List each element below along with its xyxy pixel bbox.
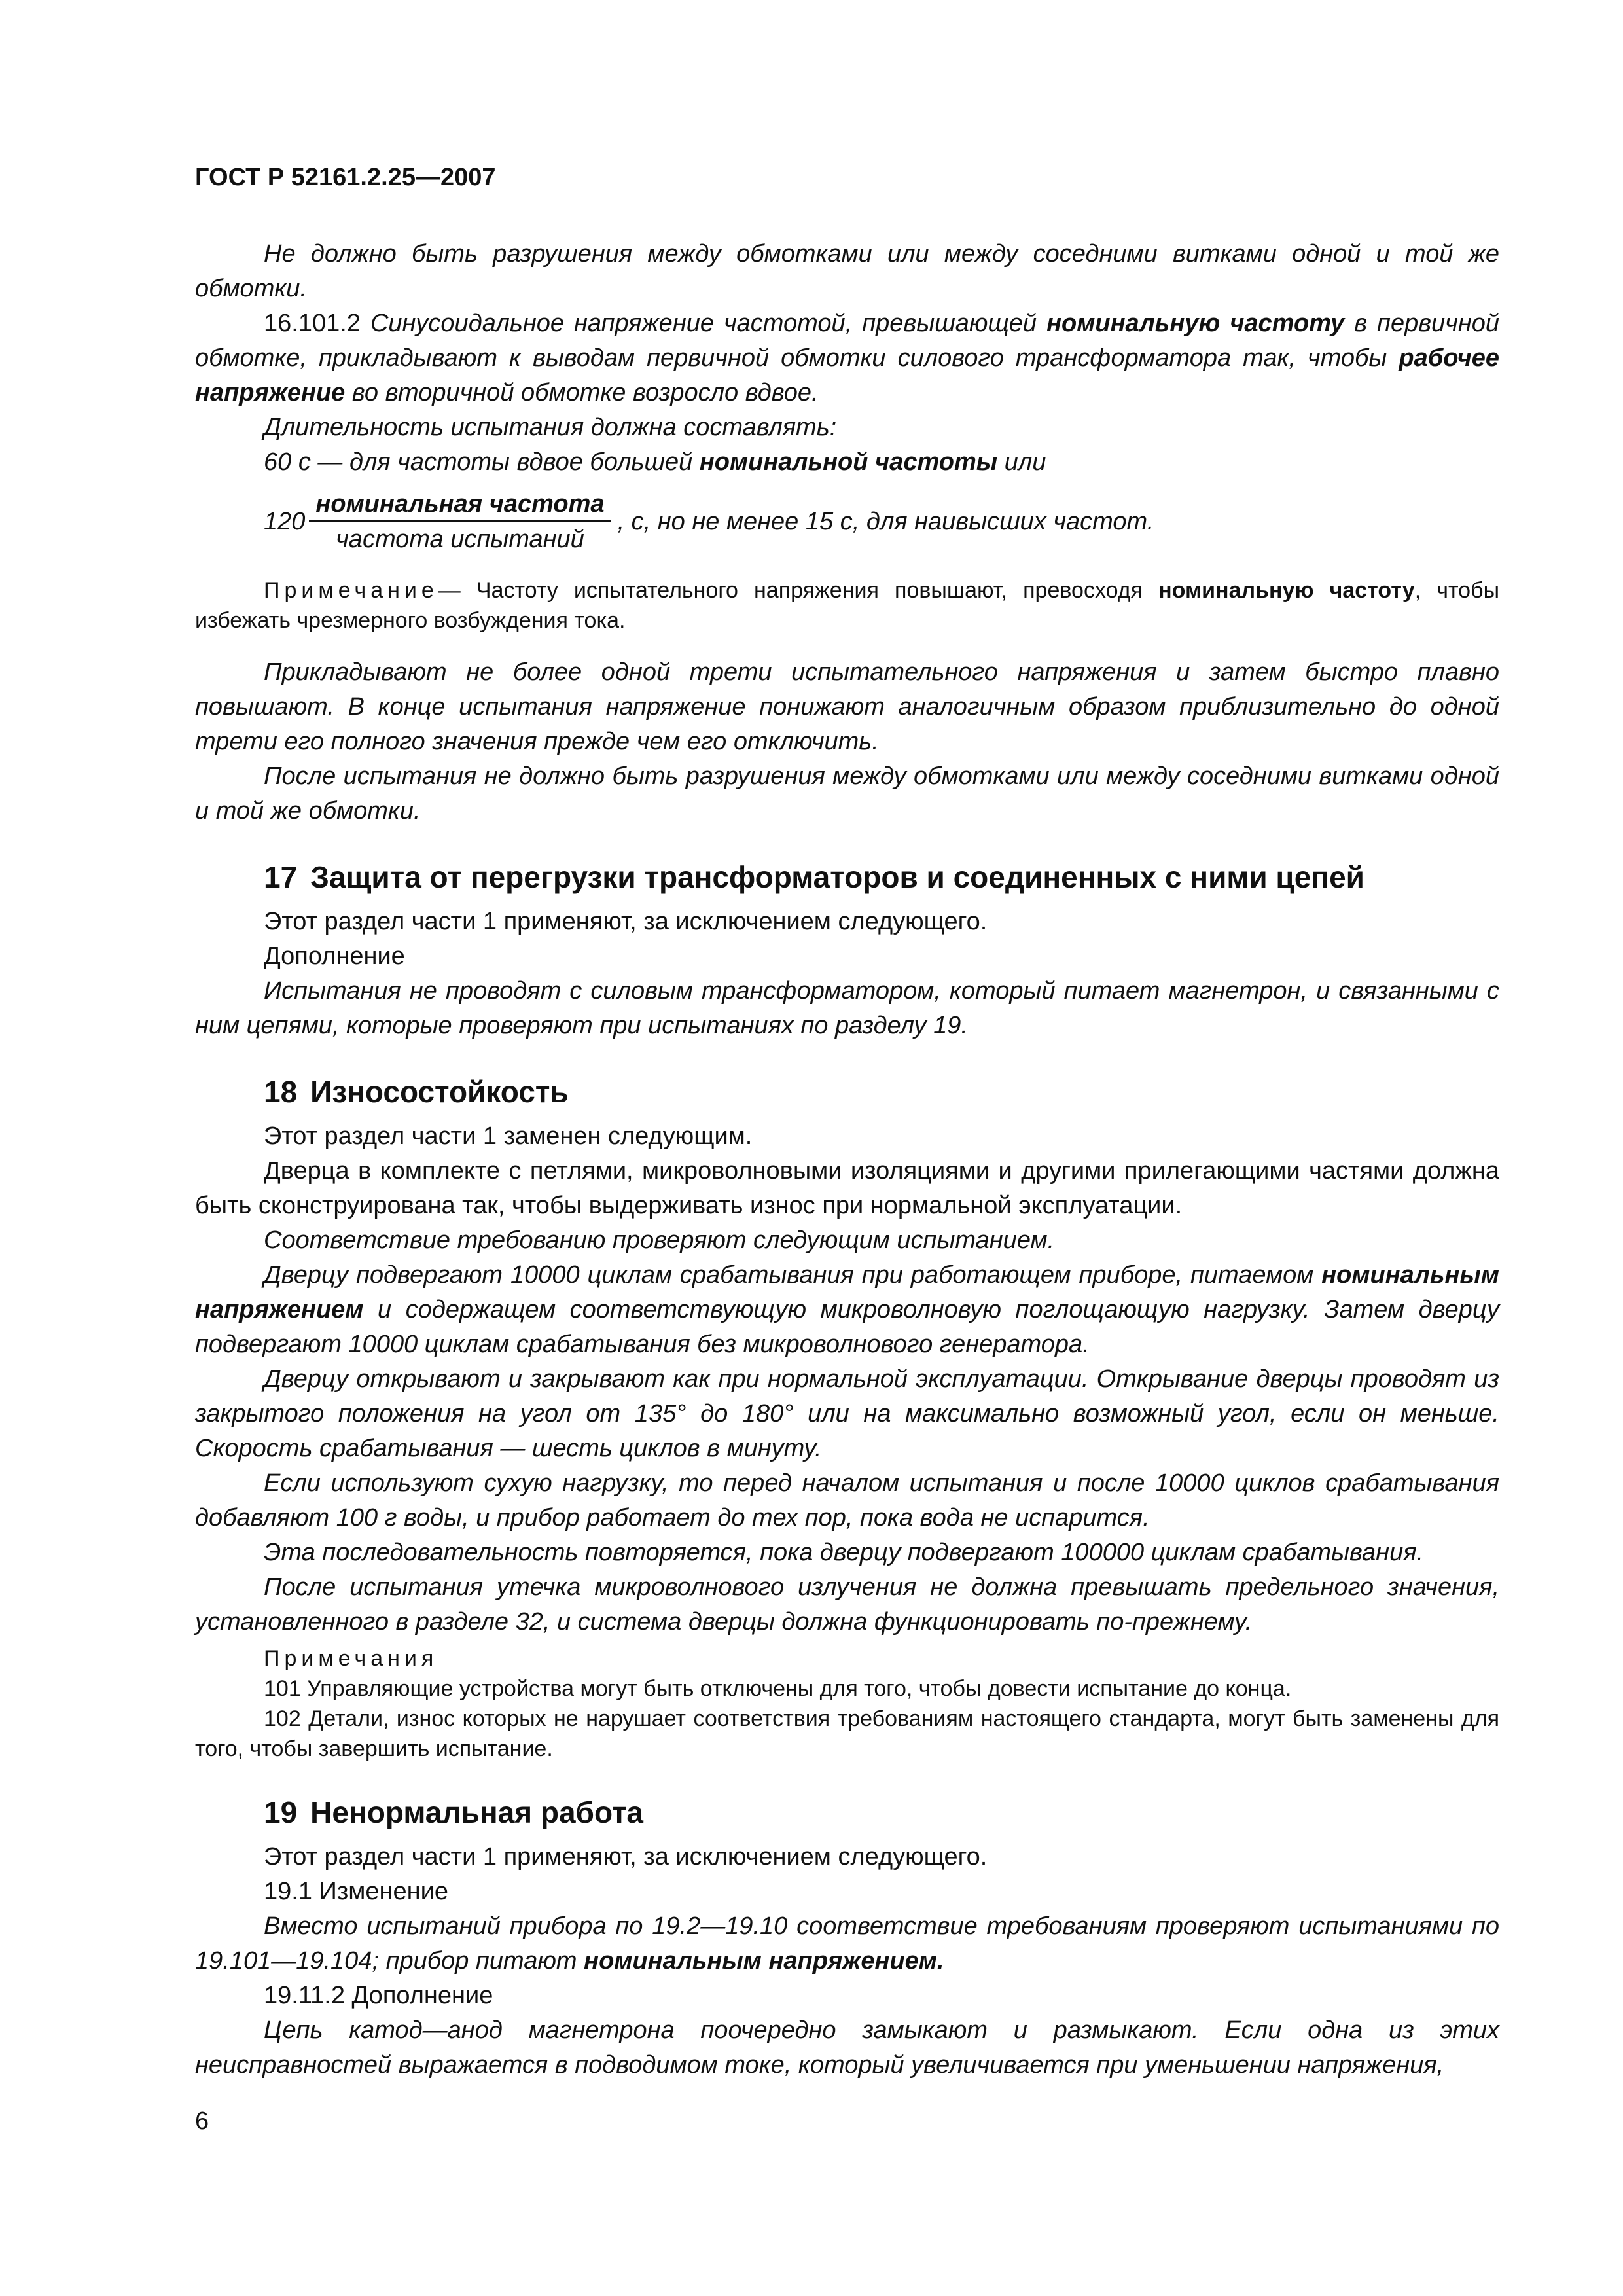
note-item: 102 Детали, износ которых не нарушает соответствия требованиям настоящего стандарта, могут быть заменены для того, чтобы завершить испытание. xyxy=(195,1706,1499,1761)
paragraph: Дверца в комплекте с петлями, микроволновыми изоляциями и другими прилегающими частями должна быть сконструирована так, чтобы выдерживать износ при нормальной эксплуатации. xyxy=(195,1157,1499,1219)
paragraph: Соответствие требованию проверяют следующим испытанием. xyxy=(264,1227,1055,1254)
term-bold: номинальной частоты xyxy=(699,448,998,476)
formula-numerator: номинальная частота xyxy=(309,488,611,522)
page-number: 6 xyxy=(195,2108,209,2135)
formula-rest: , с, но не менее 15 с, для наивысших частот. xyxy=(617,507,1154,535)
section-number: 18 xyxy=(264,1075,298,1109)
paragraph: Если используют сухую нагрузку, то перед началом испытания и после 10000 циклов срабатывания добавляют 100 г воды, и прибор работает до тех пор, пока вода не испарится. xyxy=(195,1469,1499,1532)
paragraph: Длительность испытания должна составлять: xyxy=(264,414,837,441)
paragraph: Прикладывают не более одной трети испытательного напряжения и затем быстро плавно повышают. В конце испытания напряжение понижают аналогичным образом приблизительно до одной трети его полного значения прежде чем его отключить. xyxy=(195,658,1499,755)
section-title: Износостойкость xyxy=(310,1075,569,1109)
paragraph: Дополнение xyxy=(264,942,405,970)
paragraph: Этот раздел части 1 применяют, за исключением следующего. xyxy=(264,1843,988,1871)
formula-coefficient: 120 xyxy=(264,507,306,535)
formula-fraction xyxy=(309,488,611,556)
page-header: ГОСТ Р 52161.2.25—2007 xyxy=(195,164,496,191)
paragraph-16-101-2: 16.101.2 Синусоидальное напряжение частотой, превышающей номинальную частоту в первичной обмотке, прикладывают к выводам первичной обмотки силового трансформатора так, чтобы рабочее напряжение во вторичной обмотке возросло вдвое. xyxy=(195,310,1500,406)
paragraph: 60 с — для частоты вдвое большей номинальной частоты или xyxy=(264,448,1046,476)
formula-denominator: частота испытаний xyxy=(336,526,584,553)
clause-number: 16.101.2 xyxy=(264,310,361,337)
section-heading-17 xyxy=(195,857,1499,897)
note-item: 101 Управляющие устройства могут быть отключены для того, чтобы довести испытание до конца. xyxy=(264,1676,1292,1701)
section-heading-19 xyxy=(195,1793,1499,1832)
paragraph: Этот раздел части 1 применяют, за исключением следующего. xyxy=(264,908,988,935)
paragraph: 19.1 Изменение xyxy=(264,1878,448,1905)
note-label: Примечание xyxy=(264,578,438,603)
paragraph: Испытания не проводят с силовым трансформатором, который питает магнетрон, и связанными с ним цепями, которые проверяют при испытаниях по разделу 19. xyxy=(195,977,1499,1039)
paragraph: 19.11.2 Дополнение xyxy=(264,1982,493,2009)
notes-label: Примечания xyxy=(264,1646,438,1671)
paragraph: Дверцу подвергают 10000 циклам срабатывания при работающем приборе, питаемом номинальным напряжением и содержащем соответствующую микроволновую поглощающую нагрузку. Затем дверцу подвергают 10000 циклам срабатывания без микроволнового генератора. xyxy=(195,1261,1500,1358)
section-number: 17 xyxy=(264,860,298,894)
paragraph: Этот раздел части 1 заменен следующим. xyxy=(264,1122,753,1150)
section-heading-18 xyxy=(195,1072,1499,1111)
paragraph: После испытания не должно быть разрушения между обмотками или между соседними витками одной и той же обмотки. xyxy=(195,762,1499,825)
page-content xyxy=(195,237,1499,2083)
section-number: 19 xyxy=(264,1795,298,1829)
note: Примечание— Частоту испытательного напряжения повышают, превосходя номинальную частоту, чтобы избежать чрезмерного возбуждения тока. xyxy=(195,578,1499,633)
paragraph: После испытания утечка микроволнового излучения не должна превышать предельного значения, установленного в разделе 32, и система дверцы должна функционировать по-прежнему. xyxy=(195,1573,1499,1636)
term-bold: номинальным напряжением xyxy=(195,1261,1499,1323)
paragraph: Вместо испытаний прибора по 19.2—19.10 соответствие требованиям проверяют испытаниями по 19.101—19.104; прибор питают номинальным напряжением. xyxy=(195,1912,1499,1975)
term-bold: номинальную частоту xyxy=(1158,578,1415,603)
paragraph: Эта последовательность повторяется, пока дверцу подвергают 100000 циклам срабатывания. xyxy=(264,1539,1424,1566)
paragraph: Дверцу открывают и закрывают как при нормальной эксплуатации. Открывание дверцы проводят из закрытого положения на угол от 135° до 180° или на максимально возможный угол, если он меньше. Скорость срабатывания — шесть циклов в минуту. xyxy=(195,1365,1499,1462)
term-bold: номинальным напряжением. xyxy=(584,1947,944,1975)
paragraph: Не должно быть разрушения между обмотками или между соседними витками одной и той же обмотки. xyxy=(195,240,1499,302)
section-title: Ненормальная работа xyxy=(310,1795,644,1829)
term-bold: рабочее напряжение xyxy=(195,344,1499,406)
formula xyxy=(195,488,1499,556)
section-title: Защита от перегрузки трансформаторов и соединенных с ними цепей xyxy=(310,860,1364,894)
paragraph: Цепь катод—анод магнетрона поочередно замыкают и размыкают. Если одна из этих неисправностей выражается в подводимом токе, который увеличивается при уменьшении напряжения, xyxy=(195,2017,1499,2079)
term-bold: номинальную частоту xyxy=(1046,310,1345,337)
